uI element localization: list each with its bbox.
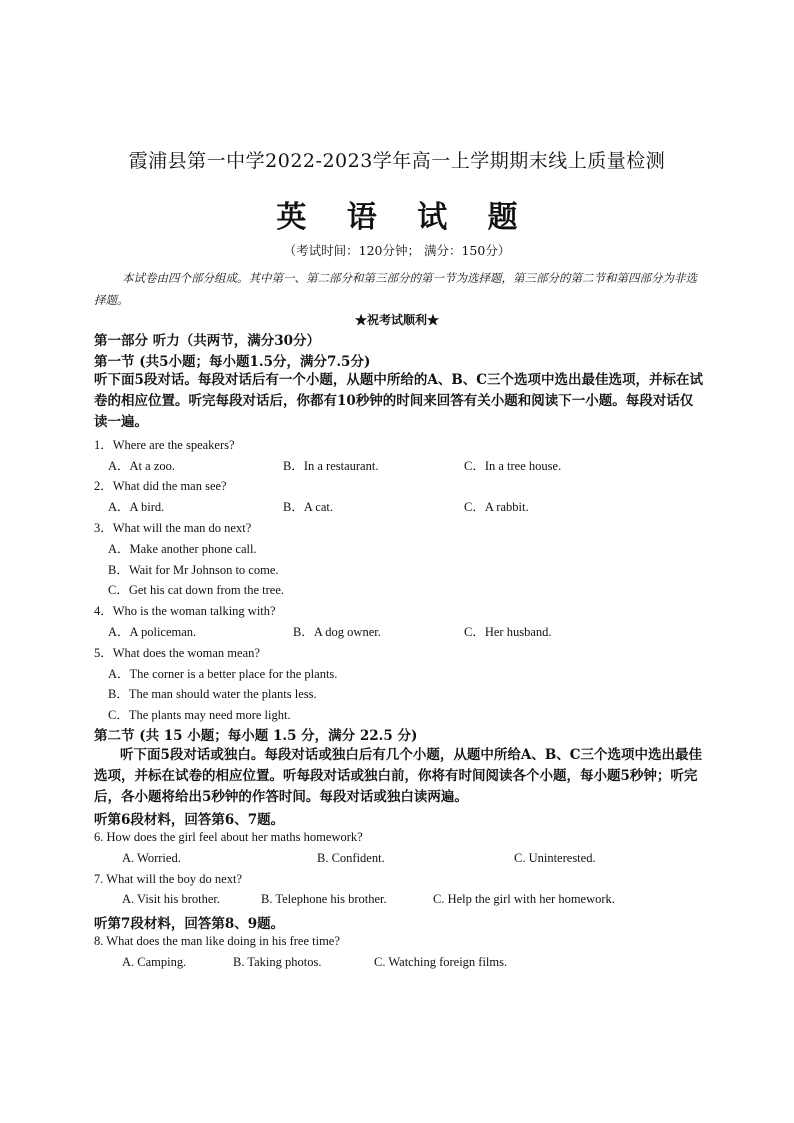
option-c: C. Uninterested. — [514, 851, 596, 865]
question-stem: 7. What will the boy do next? — [94, 872, 243, 886]
section2-heading: 第二节 (共 15 小题；每小题 1.5 分，满分 22.5 分) — [94, 728, 418, 744]
option-a: A．A bird. — [108, 500, 165, 514]
material-6-heading: 听第6段材料，回答第6、7题。 — [94, 812, 285, 828]
option-b: B. Taking photos. — [233, 955, 322, 969]
question-stem: 5．What does the woman mean? — [94, 646, 260, 660]
option-b: B．Wait for Mr Johnson to come. — [108, 563, 279, 577]
option-a: A．The corner is a better place for the plants. — [108, 667, 338, 681]
option-a: A．A policeman. — [108, 625, 197, 639]
question-stem: 2．What did the man see? — [94, 479, 227, 493]
option-c: C．A rabbit. — [464, 500, 529, 514]
option-b: B．A dog owner. — [293, 625, 381, 639]
option-c: C. Watching foreign films. — [374, 955, 508, 969]
question-stem: 3．What will the man do next? — [94, 521, 252, 535]
option-a: A．At a zoo. — [108, 459, 175, 473]
question-stem: 4．Who is the woman talking with? — [94, 604, 276, 618]
option-a: A．Make another phone call. — [108, 542, 257, 556]
option-a: A. Worried. — [122, 851, 181, 865]
option-b: B．The man should water the plants less. — [108, 687, 317, 701]
option-b: B．In a restaurant. — [283, 459, 379, 473]
subject-char: 语 — [346, 200, 377, 235]
part1-heading: 第一部分 听力（共两节，满分30分） — [94, 333, 320, 349]
subject-char: 试 — [417, 200, 448, 235]
subject-char: 题 — [487, 200, 518, 235]
question-stem: 1．Where are the speakers? — [94, 438, 235, 452]
subject-char: 英 — [276, 200, 307, 235]
option-a: A. Visit his brother. — [122, 892, 220, 906]
material-7-heading: 听第7段材料，回答第8、9题。 — [94, 916, 285, 932]
section1-instructions: 听下面5段对话。每段对话后有一个小题，从题中所给的A、B、C三个选项中选出最佳选项，并标在试卷的相应位置。听完每段对话后，你都有10秒钟的时间来回答有关小题和阅读下一小题。每段对话仅读一遍。 — [94, 372, 704, 430]
section1-heading: 第一节 (共5小题；每小题1.5分，满分7.5分) — [94, 354, 371, 370]
exam-time-info: （考试时间：120分钟； 满分：150分） — [283, 243, 511, 258]
question-stem: 8. What does the man like doing in his free time? — [94, 934, 340, 948]
section2-instructions: 听下面5段对话或独白。每段对话或独白后有几个小题，从题中所给A、B、C三个选项中选出最佳选项，并标在试卷的相应位置。听每段对话或独白前，你将有时间阅读各个小题，每小题5秒钟；听完后，各小题将给出5秒钟的作答时间。每段对话或独白读两遍。 — [94, 747, 703, 805]
exam-intro: 本试卷由四个部分组成。其中第一、第二部分和第三部分的第一节为选择题，第三部分的第二节和第四部分为非选择题。 — [94, 271, 697, 307]
option-b: B．A cat. — [283, 500, 333, 514]
option-a: A. Camping. — [122, 955, 187, 969]
option-c: C．Her husband. — [464, 625, 552, 639]
exam-title: 霞浦县第一中学2022-2023学年高一上学期期末线上质量检测 — [128, 150, 666, 172]
subject-title — [0, 192, 794, 236]
good-luck-line: ★祝考试顺利★ — [354, 313, 439, 327]
question-stem: 6. How does the girl feel about her maths homework? — [94, 830, 363, 844]
option-c: C．In a tree house. — [464, 459, 562, 473]
option-c: C．Get his cat down from the tree. — [108, 583, 284, 597]
option-b: B. Confident. — [317, 851, 385, 865]
option-c: C．The plants may need more light. — [108, 708, 291, 722]
option-c: C. Help the girl with her homework. — [433, 892, 615, 906]
option-b: B. Telephone his brother. — [261, 892, 387, 906]
